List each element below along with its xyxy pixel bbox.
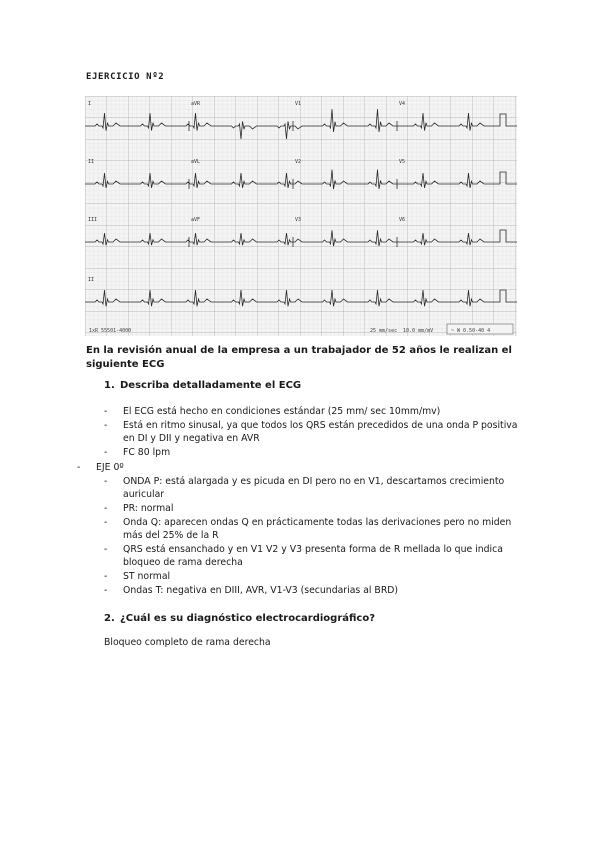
lead-label: I <box>88 101 92 107</box>
list-item: - Está en ritmo sinusal, ya que todos los QRS están precedidos de una onda P positiva en DI y DII y negativa en AVR <box>104 420 518 444</box>
ecg-description-list-a <box>104 405 524 460</box>
lead-label: V2 <box>295 159 302 165</box>
ecg-footer-left: 1xR 55501-4000 <box>89 328 132 334</box>
axis-item: - EJE 0º <box>77 462 124 473</box>
axis-text: EJE 0º <box>96 462 124 473</box>
ecg-description-list-b <box>104 475 524 598</box>
lead-label: II <box>88 277 95 283</box>
lead-label: III <box>88 217 98 223</box>
question-1-number: 1. <box>104 380 115 391</box>
lead-label: V6 <box>399 217 406 223</box>
diagnosis-answer: Bloqueo completo de rama derecha <box>104 637 271 648</box>
ecg-footer-speed: 25 mm/sec <box>370 328 398 334</box>
ecg-footer-right: ~ W 0.50-40 4 <box>451 328 491 334</box>
question-2-text: ¿Cuál es su diagnóstico electrocardiográfico? <box>120 613 376 624</box>
list-item: - FC 80 lpm <box>104 447 171 458</box>
question-2-number: 2. <box>104 613 115 624</box>
list-item: - ST normal <box>104 571 171 582</box>
lead-label: aVR <box>191 101 201 107</box>
exercise-title: EJERCICIO Nº2 <box>86 72 165 82</box>
list-item: - QRS está ensanchado y en V1 V2 y V3 presenta forma de R mellada lo que indica bloqueo de rama derecha <box>104 544 503 568</box>
question-1-text: Describa detalladamente el ECG <box>120 380 302 391</box>
question-1 <box>104 380 301 391</box>
list-item: - PR: normal <box>104 503 174 514</box>
list-item: - Ondas T: negativa en DIII, AVR, V1-V3 (secundarias al BRD) <box>104 585 399 596</box>
lead-label: V4 <box>399 101 406 107</box>
question-2 <box>104 613 375 624</box>
ecg-image <box>85 96 517 336</box>
lead-label: aVF <box>191 217 201 223</box>
list-item: - El ECG está hecho en condiciones estándar (25 mm/ sec 10mm/mv) <box>104 406 441 417</box>
lead-label: II <box>88 159 95 165</box>
lead-label: V3 <box>295 217 302 223</box>
lead-label: aVL <box>191 159 201 165</box>
intro-paragraph: En la revisión anual de la empresa a un trabajador de 52 años le realizan el siguiente ECG <box>86 345 512 370</box>
lead-label: V1 <box>295 101 302 107</box>
lead-label: V5 <box>399 159 406 165</box>
list-item: - Onda Q: aparecen ondas Q en prácticamente todas las derivaciones pero no miden más del 25% de la R <box>104 517 512 541</box>
ecg-footer-gain: 10.0 mm/mV <box>403 328 434 334</box>
list-item: - ONDA P: está alargada y es picuda en DI pero no en V1, descartamos crecimiento auricular <box>104 476 505 500</box>
